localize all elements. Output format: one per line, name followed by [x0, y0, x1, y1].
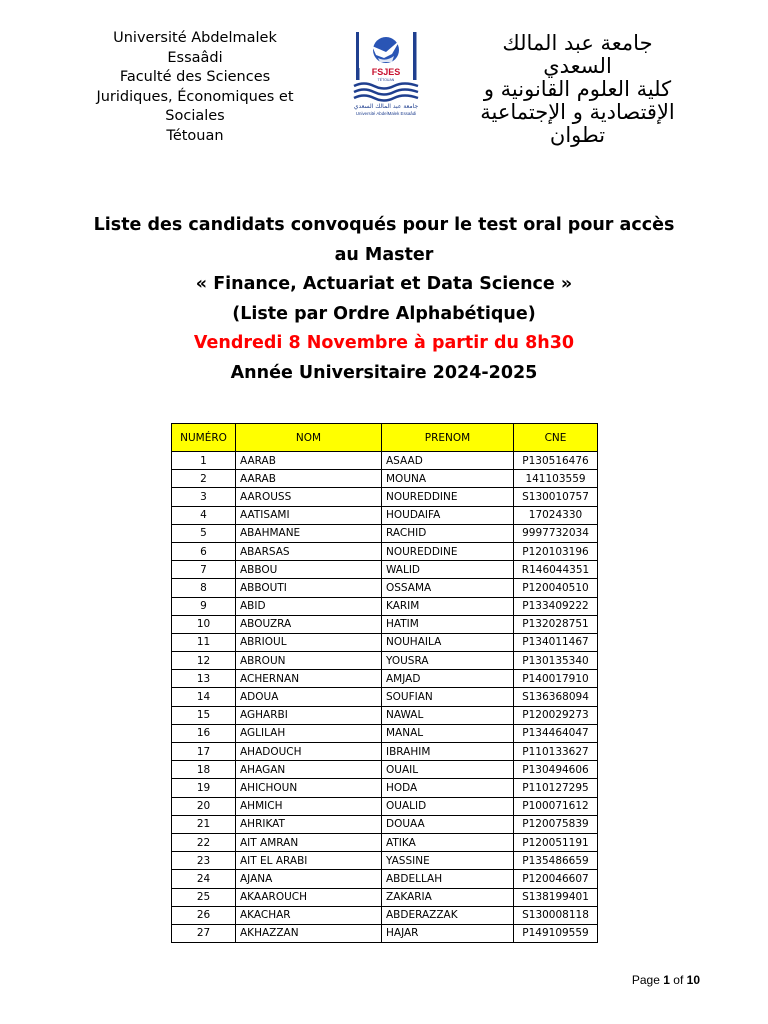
cell-numero: 18: [172, 761, 236, 779]
cell-cne: P134464047: [514, 724, 598, 742]
cell-prenom: KARIM: [382, 597, 514, 615]
cell-nom: AGLILAH: [236, 724, 382, 742]
cell-nom: AGHARBI: [236, 706, 382, 724]
cell-numero: 11: [172, 633, 236, 651]
cell-numero: 19: [172, 779, 236, 797]
cell-nom: AHMICH: [236, 797, 382, 815]
table-row: [172, 688, 598, 706]
cell-prenom: ATIKA: [382, 833, 514, 851]
cell-numero: 27: [172, 924, 236, 942]
col-header-cne: CNE: [514, 424, 598, 452]
cell-nom: AARAB: [236, 452, 382, 470]
table-row: [172, 615, 598, 633]
header-ar-line: السعدي: [543, 54, 612, 78]
cell-prenom: ZAKARIA: [382, 888, 514, 906]
cell-numero: 14: [172, 688, 236, 706]
cell-cne: S130008118: [514, 906, 598, 924]
cell-prenom: YOUSRA: [382, 652, 514, 670]
cell-numero: 22: [172, 833, 236, 851]
col-header-prenom: PRENOM: [382, 424, 514, 452]
header-fr-line: Université Abdelmalek: [113, 30, 277, 46]
table-row: [172, 779, 598, 797]
title-line: au Master: [334, 244, 434, 265]
cell-numero: 25: [172, 888, 236, 906]
cell-cne: P120040510: [514, 579, 598, 597]
cell-nom: AHAGAN: [236, 761, 382, 779]
col-header-nom: NOM: [236, 424, 382, 452]
table-row: [172, 852, 598, 870]
table-row: [172, 488, 598, 506]
cell-prenom: AMJAD: [382, 670, 514, 688]
header-ar-line: الإقتصادية و الإجتماعية: [480, 100, 675, 124]
cell-prenom: IBRAHIM: [382, 743, 514, 761]
table-row: [172, 633, 598, 651]
cell-cne: P134011467: [514, 633, 598, 651]
cell-cne: P110127295: [514, 779, 598, 797]
table-body: [172, 452, 598, 943]
table-row: [172, 706, 598, 724]
header-fr-line: Tétouan: [166, 127, 224, 144]
cell-prenom: MANAL: [382, 724, 514, 742]
cell-nom: AKHAZZAN: [236, 924, 382, 942]
cell-prenom: YASSINE: [382, 852, 514, 870]
logo-ar-caption: جامعة عبد المالك السعدي: [353, 103, 419, 110]
current-page: 1: [663, 973, 670, 987]
cell-numero: 10: [172, 615, 236, 633]
cell-nom: ABRIOUL: [236, 633, 382, 651]
cell-nom: ABAHMANE: [236, 524, 382, 542]
cell-cne: P140017910: [514, 670, 598, 688]
cell-prenom: ABDELLAH: [382, 870, 514, 888]
cell-nom: AATISAMI: [236, 506, 382, 524]
logo-fr-caption: Université AbdelMalek Essaâdi: [355, 111, 417, 116]
cell-prenom: NOUREDDINE: [382, 488, 514, 506]
header-fr-line: Essaâdi: [167, 49, 223, 66]
table-row: [172, 670, 598, 688]
cell-numero: 6: [172, 542, 236, 560]
cell-nom: AAROUSS: [236, 488, 382, 506]
cell-numero: 12: [172, 652, 236, 670]
cell-cne: P130135340: [514, 652, 598, 670]
cell-nom: ABBOU: [236, 561, 382, 579]
cell-cne: P120046607: [514, 870, 598, 888]
cell-numero: 13: [172, 670, 236, 688]
university-name-fr: [80, 29, 310, 147]
table-row: [172, 579, 598, 597]
cell-nom: ABROUN: [236, 652, 382, 670]
cell-prenom: NAWAL: [382, 706, 514, 724]
cell-prenom: OSSAMA: [382, 579, 514, 597]
cell-nom: ACHERNAN: [236, 670, 382, 688]
cell-nom: ABOUZRA: [236, 615, 382, 633]
academic-year: Année Universitaire 2024-2025: [230, 362, 538, 383]
cell-cne: P110133627: [514, 743, 598, 761]
cell-cne: P133409222: [514, 597, 598, 615]
cell-numero: 23: [172, 852, 236, 870]
cell-nom: ABID: [236, 597, 382, 615]
table-row: [172, 724, 598, 742]
total-pages: 10: [686, 973, 700, 987]
document-title: [60, 211, 708, 388]
cell-numero: 1: [172, 452, 236, 470]
cell-numero: 16: [172, 724, 236, 742]
cell-cne: 9997732034: [514, 524, 598, 542]
cell-cne: P120051191: [514, 833, 598, 851]
cell-numero: 15: [172, 706, 236, 724]
list-order-note: (Liste par Ordre Alphabétique): [232, 303, 536, 324]
cell-numero: 5: [172, 524, 236, 542]
cell-nom: AHICHOUN: [236, 779, 382, 797]
header-ar-line: كلية العلوم القانونية و: [483, 77, 672, 101]
cell-prenom: OUAIL: [382, 761, 514, 779]
header-fr-line: Juridiques, Économiques et: [96, 88, 294, 105]
logo-sub: TÉTOUAN: [377, 78, 395, 82]
cell-nom: AIT EL ARABI: [236, 852, 382, 870]
table-header-row: [172, 424, 598, 452]
cell-cne: P149109559: [514, 924, 598, 942]
table-row: [172, 833, 598, 851]
of-word: of: [673, 973, 684, 987]
cell-numero: 4: [172, 506, 236, 524]
cell-prenom: HODA: [382, 779, 514, 797]
cell-numero: 8: [172, 579, 236, 597]
logo-abbrev: FSJES: [371, 67, 401, 77]
cell-cne: P132028751: [514, 615, 598, 633]
cell-numero: 7: [172, 561, 236, 579]
header-ar-line: تطوان: [549, 123, 606, 147]
cell-cne: P135486659: [514, 852, 598, 870]
page-number: [632, 973, 700, 987]
cell-cne: P130516476: [514, 452, 598, 470]
cell-prenom: OUALID: [382, 797, 514, 815]
cell-prenom: ABDERAZZAK: [382, 906, 514, 924]
page-word: Page: [631, 973, 660, 987]
table-row: [172, 906, 598, 924]
exam-date: Vendredi 8 Novembre à partir du 8h30: [193, 333, 575, 353]
cell-cne: 17024330: [514, 506, 598, 524]
cell-prenom: WALID: [382, 561, 514, 579]
cell-nom: ABBOUTI: [236, 579, 382, 597]
cell-prenom: HOUDAIFA: [382, 506, 514, 524]
cell-nom: AHRIKAT: [236, 815, 382, 833]
cell-numero: 24: [172, 870, 236, 888]
cell-nom: AKACHAR: [236, 906, 382, 924]
header-fr-line: Faculté des Sciences: [119, 69, 271, 86]
title-line: Liste des candidats convoqués pour le test oral pour accès: [93, 215, 675, 235]
table-row: [172, 815, 598, 833]
cell-nom: ADOUA: [236, 688, 382, 706]
table-row: [172, 597, 598, 615]
cell-cne: P130494606: [514, 761, 598, 779]
cell-prenom: NOUHAILA: [382, 633, 514, 651]
cell-prenom: RACHID: [382, 524, 514, 542]
cell-nom: ABARSAS: [236, 542, 382, 560]
table-row: [172, 797, 598, 815]
header-fr-line: Sociales: [165, 108, 225, 125]
cell-nom: AJANA: [236, 870, 382, 888]
table-row: [172, 561, 598, 579]
table-row: [172, 924, 598, 942]
table-row: [172, 888, 598, 906]
table-row: [172, 743, 598, 761]
cell-numero: 3: [172, 488, 236, 506]
cell-cne: R146044351: [514, 561, 598, 579]
table-row: [172, 870, 598, 888]
cell-numero: 21: [172, 815, 236, 833]
master-name: « Finance, Actuariat et Data Science »: [195, 274, 573, 294]
cell-prenom: NOUREDDINE: [382, 542, 514, 560]
cell-prenom: ASAAD: [382, 452, 514, 470]
col-header-numero: NUMÉRO: [172, 424, 236, 452]
cell-numero: 17: [172, 743, 236, 761]
university-name-ar: [455, 32, 700, 147]
cell-cne: P120029273: [514, 706, 598, 724]
cell-nom: AKAAROUCH: [236, 888, 382, 906]
table-row: [172, 506, 598, 524]
cell-prenom: SOUFIAN: [382, 688, 514, 706]
cell-cne: S130010757: [514, 488, 598, 506]
table-row: [172, 542, 598, 560]
cell-cne: S138199401: [514, 888, 598, 906]
table-row: [172, 652, 598, 670]
cell-cne: P120075839: [514, 815, 598, 833]
cell-numero: 2: [172, 470, 236, 488]
table-row: [172, 524, 598, 542]
cell-cne: S136368094: [514, 688, 598, 706]
cell-cne: P120103196: [514, 542, 598, 560]
cell-nom: AHADOUCH: [236, 743, 382, 761]
cell-prenom: MOUNA: [382, 470, 514, 488]
table-row: [172, 761, 598, 779]
cell-prenom: HAJAR: [382, 924, 514, 942]
faculty-logo: [342, 28, 432, 120]
cell-prenom: DOUAA: [382, 815, 514, 833]
cell-cne: 141103559: [514, 470, 598, 488]
dove-logo-icon: [342, 28, 432, 120]
header-ar-line: جامعة عبد المالك: [502, 31, 653, 55]
table-row: [172, 452, 598, 470]
cell-nom: AIT AMRAN: [236, 833, 382, 851]
cell-numero: 9: [172, 597, 236, 615]
cell-nom: AARAB: [236, 470, 382, 488]
cell-cne: P100071612: [514, 797, 598, 815]
cell-numero: 20: [172, 797, 236, 815]
cell-numero: 26: [172, 906, 236, 924]
table-row: [172, 470, 598, 488]
cell-prenom: HATIM: [382, 615, 514, 633]
candidates-table: [171, 423, 598, 943]
